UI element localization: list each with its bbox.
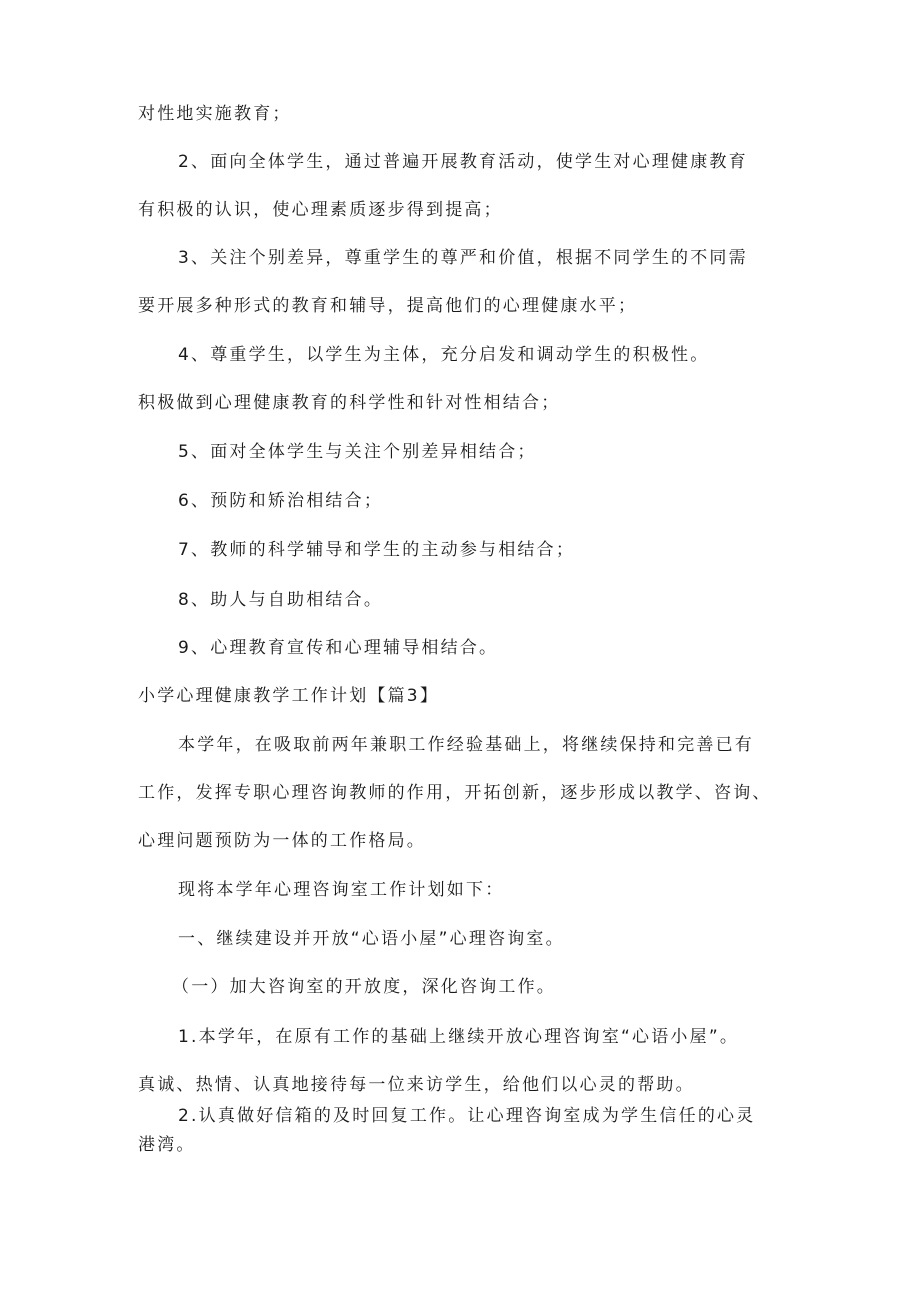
list-item-4: 4、尊重学生，以学生为主体，充分启发和调动学生的积极性。: [178, 345, 710, 365]
text-line-continuation: 积极做到心理健康教育的科学性和针对性相结合；: [138, 393, 561, 413]
list-item-2b: 2.认真做好信箱的及时回复工作。让心理咨询室成为学生信任的心灵: [178, 1106, 756, 1126]
list-item-8: 8、助人与自助相结合。: [178, 590, 384, 610]
text-line-continuation: 要开展多种形式的教育和辅导，提高他们的心理健康水平；: [138, 296, 638, 316]
text-line-continuation: 对性地实施教育；: [138, 104, 292, 124]
list-item-6: 6、预防和矫治相结合；: [178, 491, 384, 511]
list-item-3: 3、关注个别差异，尊重学生的尊严和价值，根据不同学生的不同需: [178, 248, 748, 268]
text-line-continuation: 真诚、热情、认真地接待每一位来访学生，给他们以心灵的帮助。: [138, 1075, 695, 1095]
list-item-7: 7、教师的科学辅导和学生的主动参与相结合；: [178, 540, 576, 560]
subsection-heading: （一）加大咨询室的开放度，深化咨询工作。: [172, 977, 556, 997]
paragraph-line: 本学年，在吸取前两年兼职工作经验基础上，将继续保持和完善已有: [178, 735, 754, 755]
text-line-continuation: 有积极的认识，使心理素质逐步得到提高；: [138, 200, 503, 220]
paragraph-line: 工作，发挥专职心理咨询教师的作用，开拓创新，逐步形成以教学、咨询、: [138, 783, 772, 803]
list-item-5: 5、面对全体学生与关注个别差异相结合；: [178, 442, 537, 462]
list-item-9: 9、心理教育宣传和心理辅导相结合。: [178, 638, 499, 658]
subsection-heading: 一、继续建设并开放“心语小屋”心理咨询室。: [178, 929, 565, 949]
paragraph-line: 现将本学年心理咨询室工作计划如下：: [178, 880, 505, 900]
list-item-1: 1.本学年，在原有工作的基础上继续开放心理咨询室“心语小屋”。: [178, 1027, 740, 1047]
list-item-2: 2、面向全体学生，通过普遍开展教育活动，使学生对心理健康教育: [178, 152, 748, 172]
section-heading: 小学心理健康教学工作计划【篇3】: [138, 686, 440, 706]
text-line-continuation: 港湾。: [138, 1135, 196, 1155]
paragraph-line: 心理问题预防为一体的工作格局。: [138, 831, 426, 851]
